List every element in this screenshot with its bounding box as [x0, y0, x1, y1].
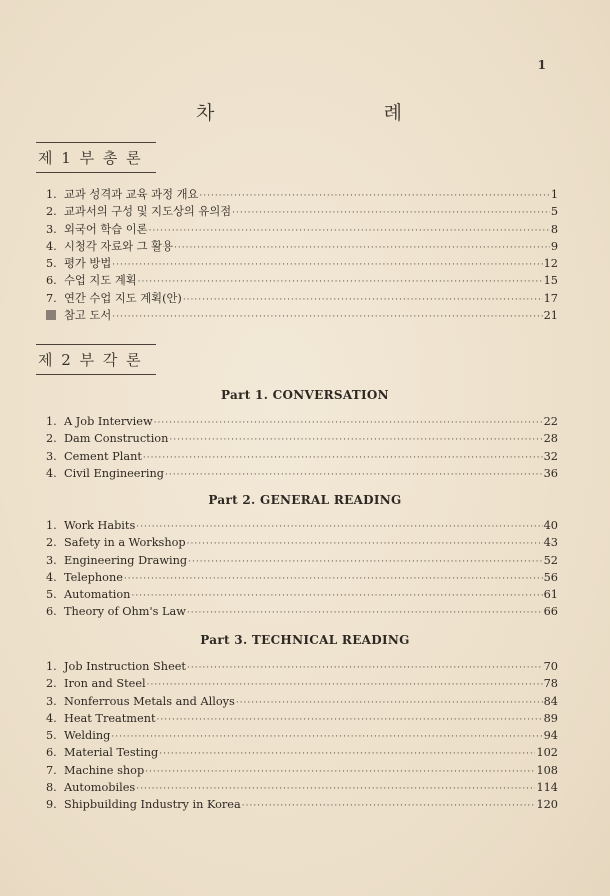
entry-title: 연간 수업 지도 계획(안) — [64, 291, 182, 305]
toc-entry[interactable] — [46, 712, 558, 729]
entry-title: 참고 도서 — [64, 309, 112, 323]
entry-page: 17 — [543, 291, 558, 305]
leader-dots — [145, 767, 535, 777]
entry-title: Material Testing — [64, 746, 159, 760]
leader-dots — [183, 295, 543, 305]
entry-title: Nonferrous Metals and Alloys — [64, 694, 235, 708]
toc-entry[interactable] — [46, 272, 558, 289]
entry-number: 1. — [46, 660, 57, 673]
entry-title: 시청각 자료와 그 활용 — [64, 239, 173, 253]
entry-title: Dam Construction — [64, 432, 169, 446]
entry-title: Safety in a Workshop — [64, 536, 186, 550]
entry-page: 94 — [543, 729, 558, 743]
toc-list-conversation — [46, 415, 558, 484]
entry-page: 52 — [543, 553, 558, 567]
entry-number: 8. — [46, 781, 57, 795]
entry-number: 1. — [46, 415, 57, 428]
entry-page: 28 — [543, 432, 558, 446]
toc-entry[interactable] — [46, 221, 558, 238]
entry-number: 3. — [46, 553, 57, 567]
entry-number: 7. — [46, 763, 57, 777]
entry-title: A Job Interview — [64, 415, 153, 428]
toc-entry[interactable] — [46, 536, 558, 553]
entry-title: Job Instruction Sheet — [64, 660, 186, 673]
entry-page: 66 — [543, 605, 558, 619]
leader-dots — [111, 732, 542, 742]
entry-title: Heat Treatment — [64, 711, 156, 725]
toc-entry[interactable] — [46, 605, 558, 622]
entry-page: 21 — [543, 309, 558, 323]
entry-number: 2. — [46, 536, 57, 550]
page-title-part-1: 차 — [196, 102, 217, 124]
entry-page: 9 — [550, 239, 558, 253]
toc-entry[interactable] — [46, 660, 558, 677]
toc-entry[interactable] — [46, 186, 558, 203]
section-heading-specific: 제 2 부 각 론 — [36, 344, 156, 375]
entry-number: 3. — [46, 694, 57, 708]
leader-dots — [188, 557, 543, 567]
entry-title: Shipbuilding Industry in Korea — [64, 798, 241, 812]
toc-entry[interactable] — [46, 450, 558, 467]
entry-page: 120 — [536, 798, 558, 812]
entry-page: 36 — [543, 466, 558, 480]
entry-number: 4. — [46, 711, 57, 725]
entry-page: 108 — [536, 763, 558, 777]
leader-dots — [112, 260, 542, 270]
entry-title: Work Habits — [64, 519, 136, 532]
entry-number: 1. — [46, 519, 57, 532]
toc-list-technical-reading — [46, 660, 558, 816]
leader-dots — [159, 749, 535, 759]
entry-page: 43 — [543, 536, 558, 550]
entry-page: 40 — [543, 519, 558, 532]
entry-page: 61 — [543, 588, 558, 602]
entry-number: 4. — [46, 239, 57, 253]
leader-dots — [138, 277, 543, 287]
section-heading-general: 제 1 부 총 론 — [36, 142, 156, 173]
toc-entry[interactable] — [46, 554, 558, 571]
toc-entry[interactable] — [46, 746, 558, 763]
entry-title: Civil Engineering — [64, 466, 164, 480]
toc-list-general-reading — [46, 519, 558, 623]
toc-entry[interactable] — [46, 290, 558, 307]
page-number: 1 — [537, 58, 546, 72]
toc-entry[interactable] — [46, 729, 558, 746]
entry-page: 84 — [543, 694, 558, 708]
leader-dots — [199, 191, 549, 201]
toc-entry[interactable] — [46, 798, 558, 815]
toc-entry[interactable] — [46, 588, 558, 605]
page-title — [150, 98, 450, 125]
page-title-part-2: 례 — [383, 102, 404, 124]
entry-page: 5 — [550, 205, 558, 219]
toc-entry[interactable] — [46, 415, 558, 432]
entry-page: 1 — [550, 188, 558, 201]
toc-entry[interactable] — [46, 571, 558, 588]
entry-number: 2. — [46, 677, 57, 691]
entry-number: 6. — [46, 605, 57, 619]
leader-dots — [242, 801, 536, 811]
entry-page: 102 — [536, 746, 558, 760]
toc-entry[interactable] — [46, 238, 558, 255]
entry-title: Theory of Ohm's Law — [64, 605, 186, 619]
entry-number: 5. — [46, 729, 57, 743]
entry-title: Telephone — [64, 570, 123, 584]
entry-number: 3. — [46, 222, 57, 236]
entry-number: 3. — [46, 449, 57, 463]
entry-page: 12 — [543, 257, 558, 271]
entry-number: 9. — [46, 798, 57, 812]
toc-entry-references[interactable] — [46, 307, 558, 324]
toc-entry[interactable] — [46, 781, 558, 798]
entry-page: 56 — [543, 570, 558, 584]
entry-title: 외국어 학습 이론 — [64, 222, 148, 236]
leader-dots — [136, 522, 542, 532]
entry-page: 8 — [550, 222, 558, 236]
leader-dots — [174, 243, 550, 253]
entry-page: 70 — [543, 660, 558, 673]
leader-dots — [154, 418, 543, 428]
entry-number: 5. — [46, 257, 57, 271]
entry-title: 교과 성격과 교육 과정 개요 — [64, 188, 199, 201]
entry-number: 1. — [46, 188, 57, 201]
entry-number: 5. — [46, 588, 57, 602]
entry-number: 6. — [46, 746, 57, 760]
leader-dots — [169, 435, 542, 445]
toc-entry[interactable] — [46, 203, 558, 220]
leader-dots — [124, 574, 543, 584]
entry-number: 6. — [46, 274, 57, 288]
leader-dots — [187, 663, 543, 673]
leader-dots — [143, 453, 543, 463]
entry-number: 4. — [46, 466, 57, 480]
leader-dots — [165, 470, 543, 480]
entry-title: Automobiles — [64, 781, 136, 795]
entry-title: Engineering Drawing — [64, 553, 188, 567]
toc-list-general — [46, 186, 558, 324]
entry-title: 평가 방법 — [64, 257, 112, 271]
leader-dots — [147, 680, 543, 690]
entry-number: 2. — [46, 205, 57, 219]
leader-dots — [136, 784, 535, 794]
toc-entry[interactable] — [46, 677, 558, 694]
entry-title: Machine shop — [64, 763, 145, 777]
toc-entry[interactable] — [46, 695, 558, 712]
entry-number: 7. — [46, 291, 57, 305]
leader-dots — [149, 226, 550, 236]
leader-dots — [232, 208, 550, 218]
toc-entry[interactable] — [46, 255, 558, 272]
entry-page: 15 — [543, 274, 558, 288]
leader-dots — [131, 591, 542, 601]
toc-entry[interactable] — [46, 519, 558, 536]
entry-title: Automation — [64, 588, 131, 602]
toc-entry[interactable] — [46, 467, 558, 484]
toc-entry[interactable] — [46, 764, 558, 781]
toc-entry[interactable] — [46, 432, 558, 449]
entry-title: Welding — [64, 729, 111, 743]
entry-title: Iron and Steel — [64, 677, 146, 691]
entry-page: 78 — [543, 677, 558, 691]
entry-title: 교과서의 구성 및 지도상의 유의점 — [64, 205, 232, 219]
entry-title: Cement Plant — [64, 449, 142, 463]
leader-dots — [236, 698, 543, 708]
entry-title: 수업 지도 계획 — [64, 274, 137, 288]
leader-dots — [187, 608, 543, 618]
entry-page: 114 — [536, 781, 558, 795]
square-bullet-icon — [46, 310, 56, 320]
part-heading-conversation: Part 1. CONVERSATION — [221, 388, 389, 402]
leader-dots — [157, 715, 543, 725]
leader-dots — [112, 312, 542, 322]
entry-number: 4. — [46, 570, 57, 584]
part-heading-technical-reading: Part 3. TECHNICAL READING — [200, 633, 410, 647]
part-heading-general-reading: Part 2. GENERAL READING — [208, 493, 402, 507]
entry-page: 22 — [543, 415, 558, 428]
entry-page: 89 — [543, 711, 558, 725]
leader-dots — [187, 539, 543, 549]
entry-number: 2. — [46, 432, 57, 446]
entry-page: 32 — [543, 449, 558, 463]
